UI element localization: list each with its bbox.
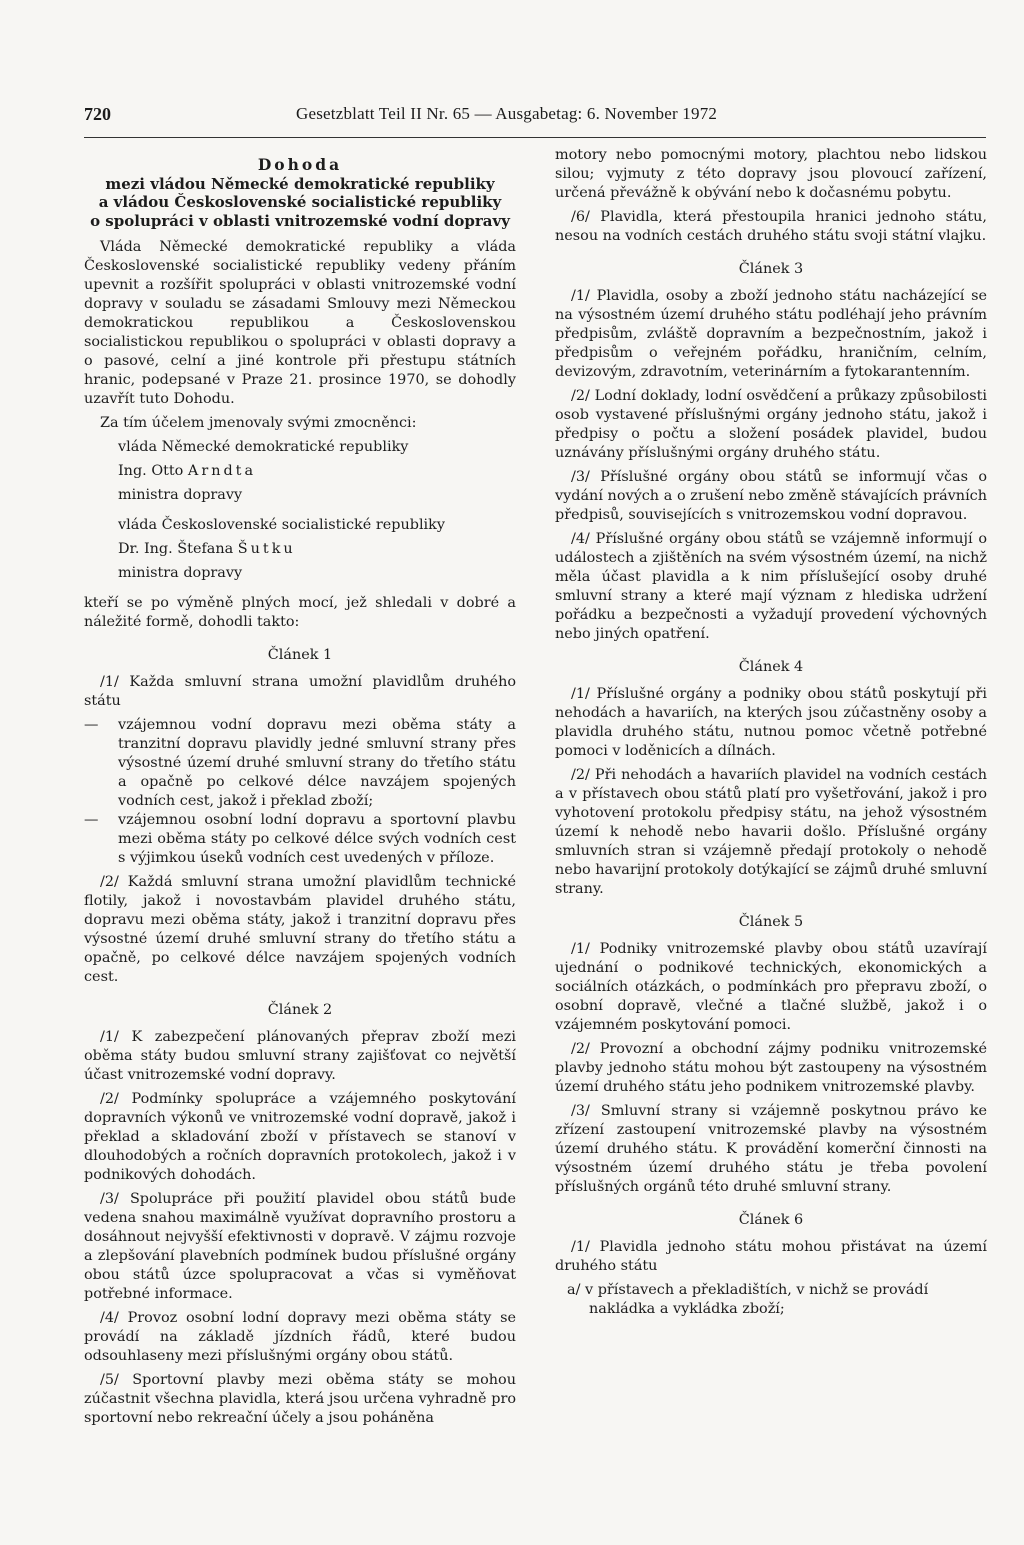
- plenipotentiaries-closing: kteří se po výměně plných mocí, jež shledali v dobré a náležité formě, dohodli takto:: [84, 595, 516, 630]
- article-paragraph: /1/ Podniky vnitrozemské plavby obou států uzavírají ujednání o podnikové technických, ekonomických a sociálních otázkách, o podmínkách pro přepravu zboží, o osobní dopravě, vlečné a tlačné službě, jakož i o vzájemném poskytování pomoci.: [555, 941, 987, 1033]
- article-paragraph: /4/ Příslušné orgány obou států se vzájemně informují o událostech a zjištěních na svém výsostném území, na nichž měla účast plavidla a k nim příslušející osoby druhé smluvní strany a které mají význam z hlediska udržení pořádku a bezpečnosti a vyžadují provedení výchovných nebo jiných opatření.: [555, 531, 987, 642]
- page-header: [84, 104, 984, 134]
- article-paragraph: /4/ Provoz osobní lodní dopravy mezi oběma státy se provádí na základě jízdních řádů, které budou odsouhlaseny mezi příslušnými orgány obou států.: [84, 1310, 516, 1364]
- plenipotentiary-name: Ing. Otto Arndta: [118, 463, 257, 479]
- article-heading: Článek 4: [738, 659, 804, 675]
- article-heading: Článek 2: [267, 1002, 333, 1018]
- dash-item: — vzájemnou vodní dopravu mezi oběma státy a tranzitní dopravu plavidly jedné smluvní strany přes výsostné území druhé smluvní strany do třetího státu a opačně po celkové délce navzájem spojených vodních cest, jakož i překlad zboží;: [84, 716, 516, 811]
- right-column: [555, 146, 987, 1324]
- article-paragraph: /1/ Plavidla, osoby a zboží jednoho státu nacházející se na výsostném území druhého státu podléhají jeho právním předpisům, zvláště dopravním a bezpečnostním, jakož i předpisům o veřejném pořádku, hraničním, celním, devizovým, zdravotním, veterinárním a fytokarantenním.: [555, 288, 987, 380]
- article-heading: Článek 1: [267, 647, 333, 663]
- article-paragraph: /1/ K zabezpečení plánovaných přeprav zboží mezi oběma státy budou smluvní strany zajišťovat co největší účast vnitrozemské vodní dopravy.: [84, 1029, 516, 1083]
- article-paragraph: /2/ Provozní a obchodní zájmy podniku vnitrozemské plavby jednoho státu mohou být zastoupeny na výsostném území druhého státu jeho podnikem vnitrozemské plavby.: [555, 1041, 987, 1095]
- article-paragraph: /3/ Spolupráce při použití plavidel obou států bude vedena snahou maximálně využívat dopravního prostoru a dosáhnout nejvyšší efektivnosti v dopravě. V zájmu rozvoje a zlepšování plavebních podmínek budou příslušné orgány obou států úzce spolupracovat a včas si vyměňovat potřebné informace.: [84, 1191, 516, 1302]
- plenipotentiaries-intro: Za tím účelem jmenovaly svými zmocněnci:: [100, 415, 417, 431]
- article-paragraph: /3/ Smluvní strany si vzájemně poskytnou právo ke zřízení zastoupení vnitrozemské plavby na výsostném území druhého státu. K provádění komerční činnosti na výsostném území druhého státu je třeba povolení příslušných orgánů této druhé smluvní strany.: [555, 1103, 987, 1195]
- article-heading: Článek 3: [738, 261, 804, 277]
- plenipotentiary-role: ministra dopravy: [118, 487, 243, 503]
- plenipotentiary-gdr: [84, 438, 516, 505]
- plenipotentiary-name: Dr. Ing. Štefana Šutku: [118, 541, 296, 557]
- article-heading: Článek 6: [738, 1212, 804, 1228]
- dash-item: — vzájemnou osobní lodní dopravu a sportovní plavbu mezi oběma státy po celkové délce svých vodních cest s výjimkou úseků vodních cest uvedených v příloze.: [84, 811, 516, 868]
- title-line: Dohoda: [257, 155, 343, 174]
- article-paragraph: /2/ Lodní doklady, lodní osvědčení a průkazy způsobilosti osob vystavené příslušnými orgány jednoho státu, jakož i předpisy o počtu a složení posádek plavidel, budou uznávány příslušnými orgány druhého státu.: [555, 388, 987, 461]
- plenipotentiary-cssr: [84, 516, 516, 583]
- document-title: [84, 156, 516, 230]
- article-paragraph: /2/ Při nehodách a havariích plavidel na vodních cestách a v přístavech obou států platí pro vyšetřování, jakož i pro vyhotovení protokolu předpisy státu, na jehož výsostném území k nehodě nebo havarii došlo. Příslušné orgány smluvních stran si vzájemně předají protokoly o nehodě nebo havarijní protokoly dotýkající se zájmů druhé smluvní strany.: [555, 767, 987, 897]
- title-line: a vládou Československé socialistické republiky: [98, 193, 502, 211]
- article-paragraph: /2/ Každá smluvní strana umožní plavidlům technické flotily, jakož i novostavbám plavidel druhého státu, dopravu mezi oběma státy, jakož i tranzitní dopravu přes výsostné území druhé smluvní strany do třetího státu a opačně, po celkové délce navzájem spojených vodních cest.: [84, 874, 516, 985]
- article-paragraph: /1/ Příslušné orgány a podniky obou států poskytují při nehodách a havariích, na kterých jsou zúčastněny osoby a plavidla druhého státu, nutnou pomoc včetně potřebné pomoci v loděnicích a dílnách.: [555, 686, 987, 759]
- article-paragraph: /3/ Příslušné orgány obou států se informují včas o vydání nových a o zrušení nebo změně stávajících právních předpisů, souvisejících s vnitrozemskou vodní dopravou.: [555, 469, 987, 523]
- dash-list: [84, 716, 516, 868]
- article-paragraph: /1/ Každa smluvní strana umožní plavidlům druhého státu: [84, 674, 516, 709]
- page-number: 720: [84, 104, 111, 124]
- lettered-item: a/ v přístavech a překladištích, v nichž se provádí nakládka a vykládka zboží;: [567, 1282, 929, 1317]
- preamble: Vláda Německé demokratické republiky a vláda Československé socialistické republiky vedeny přáním upevnit a rozšířit spolupráci v oblasti vnitrozemské vodní dopravy v souladu se zásadami Smlouvy mezi Německou demokratickou republikou a Československou socialistickou republikou o spolupráci v oblasti dopravy a o pasové, celní a jiné kontrole při přestupu státních hranic, podepsané v Praze 21. prosince 1970, se dohodly uzavřít tuto Dohodu.: [84, 239, 516, 407]
- government-name: vláda Československé socialistické republiky: [118, 517, 446, 533]
- article-heading: Článek 5: [738, 914, 804, 930]
- article-paragraph: /6/ Plavidla, která přestoupila hranici jednoho státu, nesou na vodních cestách druhého státu svoji státní vlajku.: [555, 209, 987, 244]
- left-column: [84, 146, 516, 1433]
- title-line: mezi vládou Německé demokratické republiky: [105, 174, 495, 193]
- running-title: Gesetzblatt Teil II Nr. 65 — Ausgabetag: 6. November 1972: [296, 104, 718, 123]
- government-name: vláda Německé demokratické republiky: [118, 439, 409, 455]
- title-line: o spolupráci v oblasti vnitrozemské vodní dopravy: [90, 211, 510, 230]
- plenipotentiary-role: ministra dopravy: [118, 565, 243, 581]
- header-rule: [84, 137, 986, 138]
- article-paragraph: /5/ Sportovní plavby mezi oběma státy se mohou zúčastnit všechna plavidla, která jsou určena vyhradně pro sportovní nebo rekreační účely a jsou poháněna: [84, 1372, 516, 1426]
- article-paragraph: /2/ Podmínky spolupráce a vzájemného poskytování dopravních výkonů ve vnitrozemské vodní dopravě, jakož i překlad a skladování zboží v přístavech se stanoví v dlouhodobých a ročních dopravních protokolech, jakož i v podnikových dohodách.: [84, 1091, 516, 1183]
- article-paragraph-continued: motory nebo pomocnými motory, plachtou nebo lidskou silou; vyjmuty z této dopravy jsou plovoucí zařízení, určená převážně k obývání nebo k dočasnému pobytu.: [555, 147, 987, 201]
- article-paragraph: /1/ Plavidla jednoho státu mohou přistávat na území druhého státu: [555, 1239, 987, 1274]
